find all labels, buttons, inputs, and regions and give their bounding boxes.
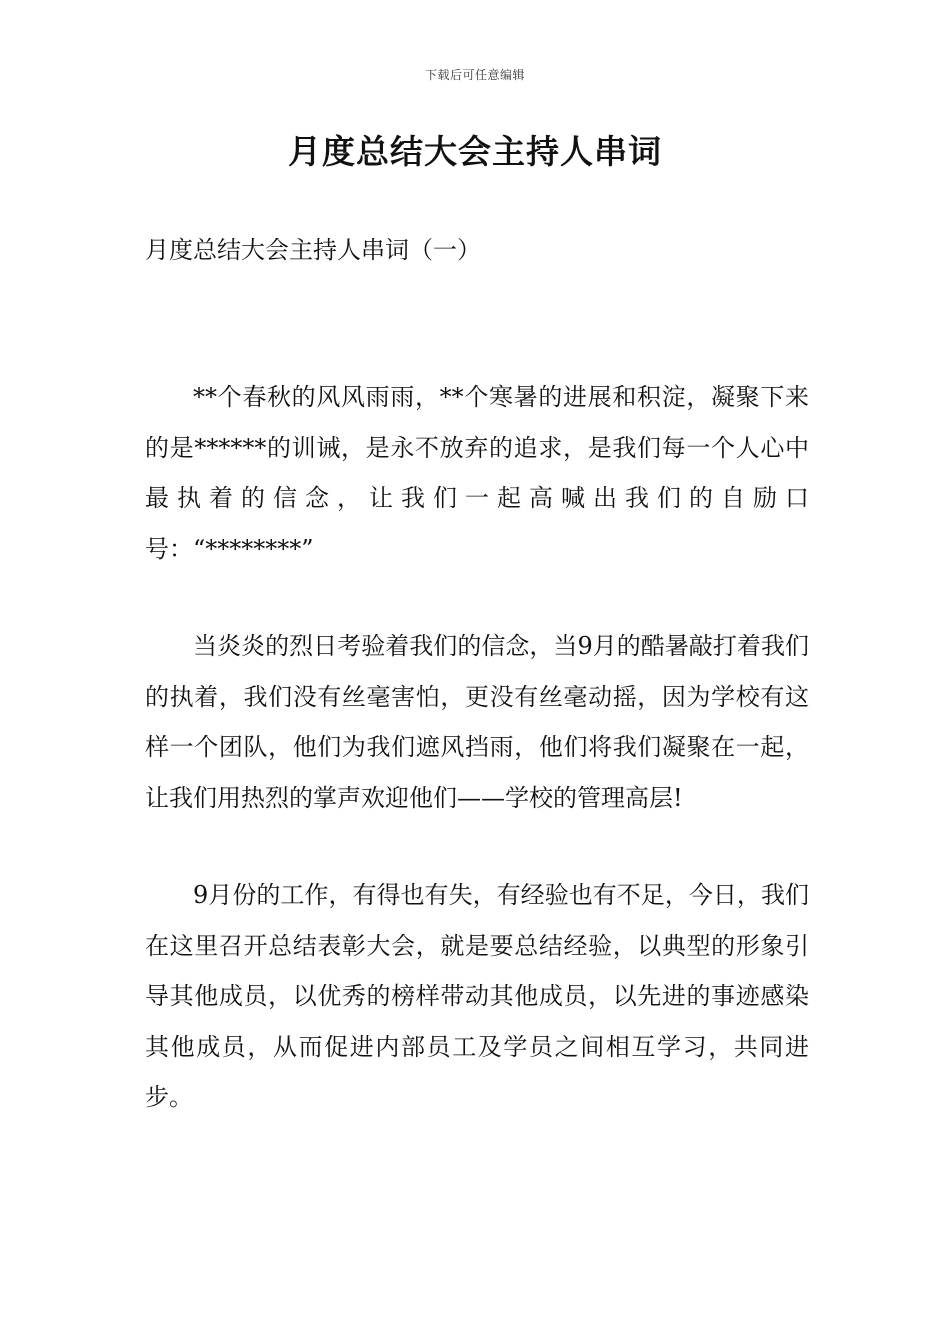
paragraph: 9月份的工作，有得也有失，有经验也有不足，今日，我们在这里召开总结表彰大会，就是要总结经验，以典型的形象引导其他成员，以优秀的榜样带动其他成员，以先进的事迹感染其他成员，从而促进内部员工及学员之间相互学习，共同进步。: [145, 881, 809, 1111]
section-subtitle: 月度总结大会主持人串词（一）: [145, 236, 481, 264]
paragraph: 当炎炎的烈日考验着我们的信念，当9月的酷暑敲打着我们的执着，我们没有丝毫害怕，更没有丝毫动摇，因为学校有这样一个团队，他们为我们遮风挡雨，他们将我们凝聚在一起，让我们用热烈的掌声欢迎他们——学校的管理高层!: [145, 632, 809, 812]
document-title: 月度总结大会主持人串词: [288, 132, 662, 171]
paragraph: **个春秋的风风雨雨，**个寒暑的进展和积淀，凝聚下来的是******的训诫，是永不放弃的追求，是我们每一个人心中最执着的信念，让我们一起高喊出我们的自励口号：“********”: [145, 383, 809, 563]
document-body: [145, 372, 809, 1170]
header-note: 下载后可任意编辑: [424, 68, 525, 82]
